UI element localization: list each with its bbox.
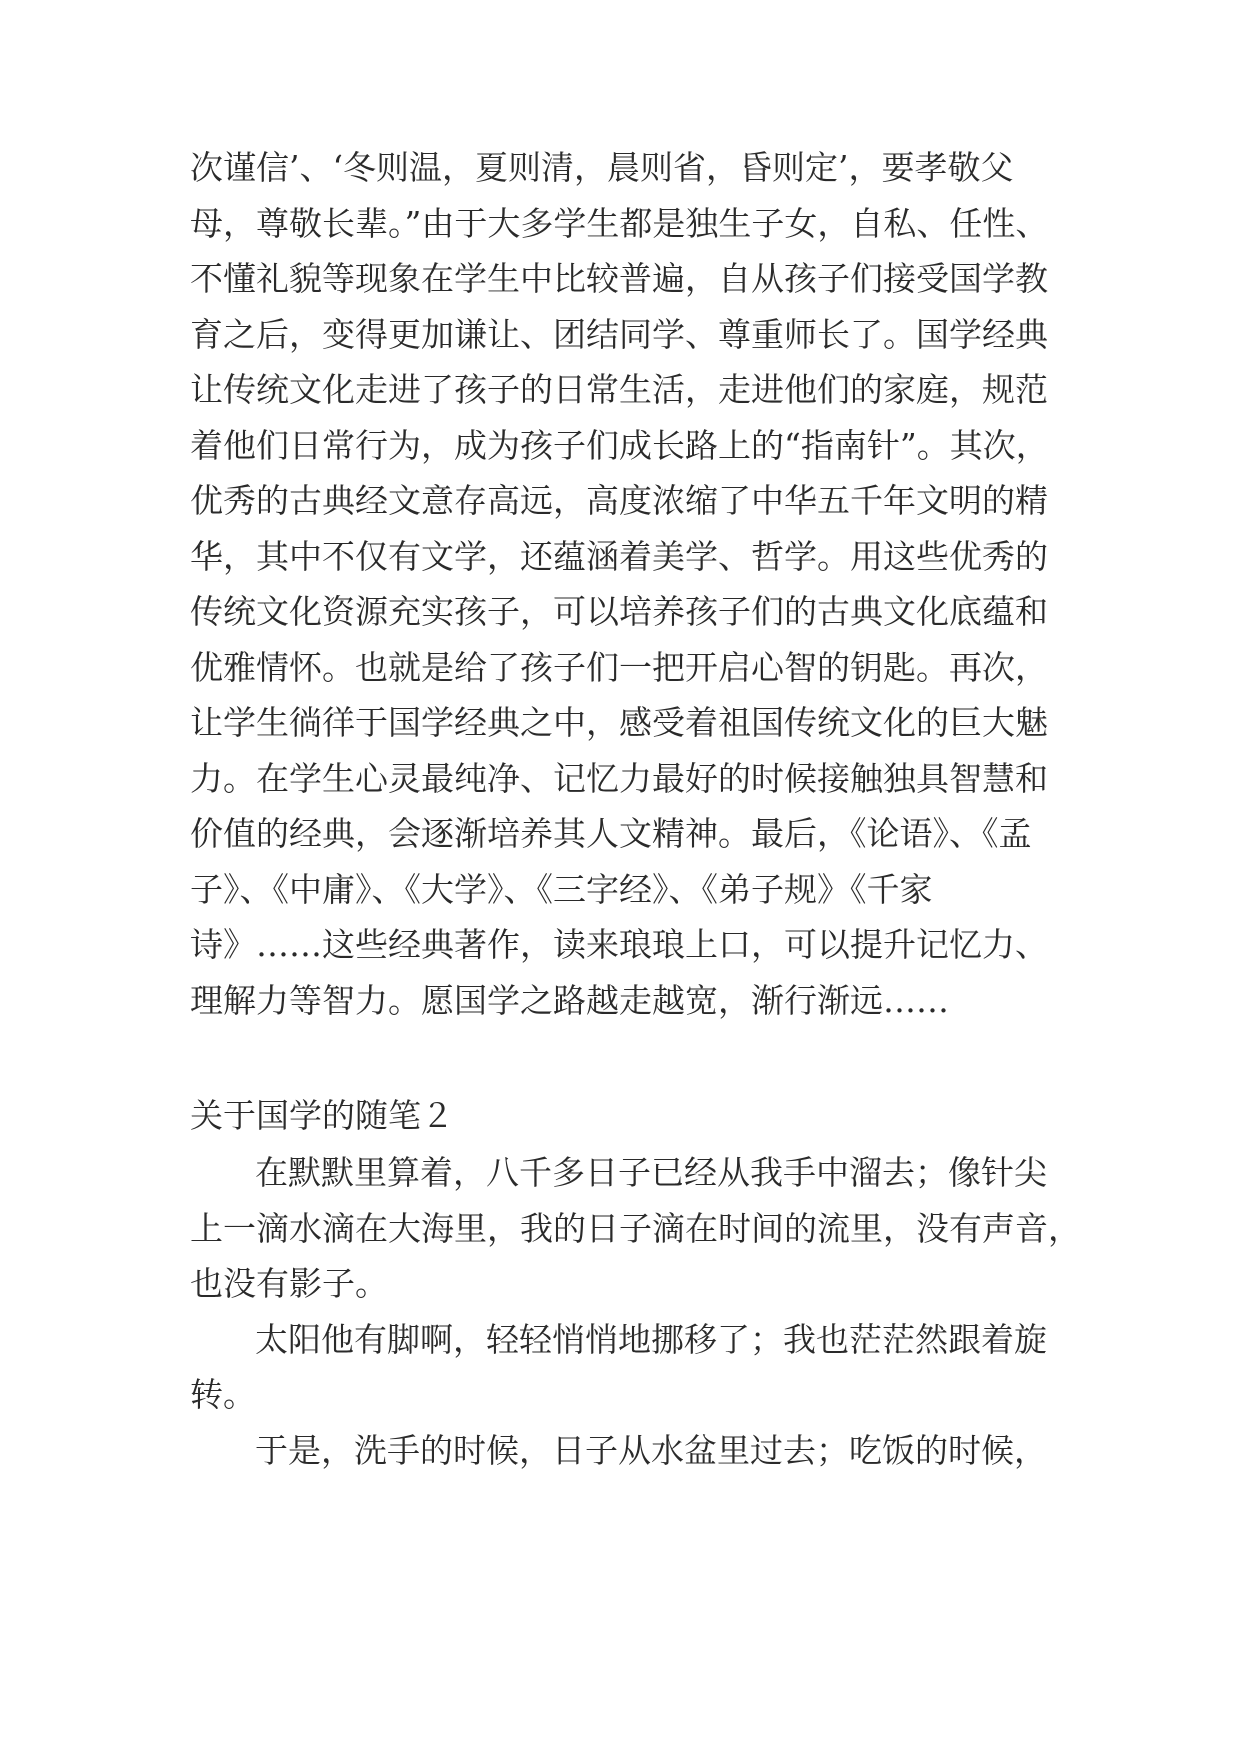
body-line: 价值的经典，会逐渐培养其人文精神。最后，《论语》、《孟 (190, 814, 1032, 853)
body-line: 母，尊敬长辈。”由于大多学生都是独生子女，自私、任性、 (190, 204, 1049, 243)
body-line: 不懂礼貌等现象在学生中比较普遍，自从孩子们接受国学教 (190, 259, 1048, 298)
body-line: 让传统文化走进了孩子的日常生活，走进他们的家庭，规范 (190, 370, 1048, 409)
body-line: 理解力等智力。愿国学之路越走越宽，渐行渐远…… (190, 981, 949, 1020)
body-line: 育之后，变得更加谦让、团结同学、尊重师长了。国学经典 (190, 315, 1048, 354)
body-line: 上一滴水滴在大海里，我的日子滴在时间的流里，没有声音， (190, 1209, 1081, 1248)
body-line: 在默默里算着，八千多日子已经从我手中溜去；像针尖 (255, 1153, 1047, 1192)
body-line: 优秀的古典经文意存高远，高度浓缩了中华五千年文明的精 (190, 481, 1048, 520)
body-line: 着他们日常行为，成为孩子们成长路上的“指南针”。其次， (190, 426, 1049, 465)
body-line: 子》、《中庸》、《大学》、《三字经》、《弟子规》《千家 (190, 870, 933, 909)
body-line: 转。 (190, 1375, 256, 1414)
body-line: 次谨信’、‘冬则温，夏则清，晨则省，昏则定’，要孝敬父 (190, 148, 1014, 187)
body-line: 力。在学生心灵最纯净、记忆力最好的时候接触独具智慧和 (190, 759, 1048, 798)
body-line: 于是，洗手的时候，日子从水盆里过去；吃饭的时候， (255, 1431, 1047, 1470)
body-line: 太阳他有脚啊，轻轻悄悄地挪移了；我也茫茫然跟着旋 (255, 1320, 1047, 1359)
section-title: 关于国学的随笔２ (190, 1096, 454, 1135)
body-line: 让学生徜徉于国学经典之中，感受着祖国传统文化的巨大魅 (190, 703, 1048, 742)
body-line: 也没有影子。 (190, 1264, 388, 1303)
body-line: 华，其中不仅有文学，还蕴涵着美学、哲学。用这些优秀的 (190, 537, 1048, 576)
body-line: 诗》……这些经典著作，读来琅琅上口，可以提升记忆力、 (190, 925, 1048, 964)
body-line: 优雅情怀。也就是给了孩子们一把开启心智的钥匙。再次， (190, 648, 1048, 687)
body-line: 传统文化资源充实孩子，可以培养孩子们的古典文化底蕴和 (190, 592, 1048, 631)
